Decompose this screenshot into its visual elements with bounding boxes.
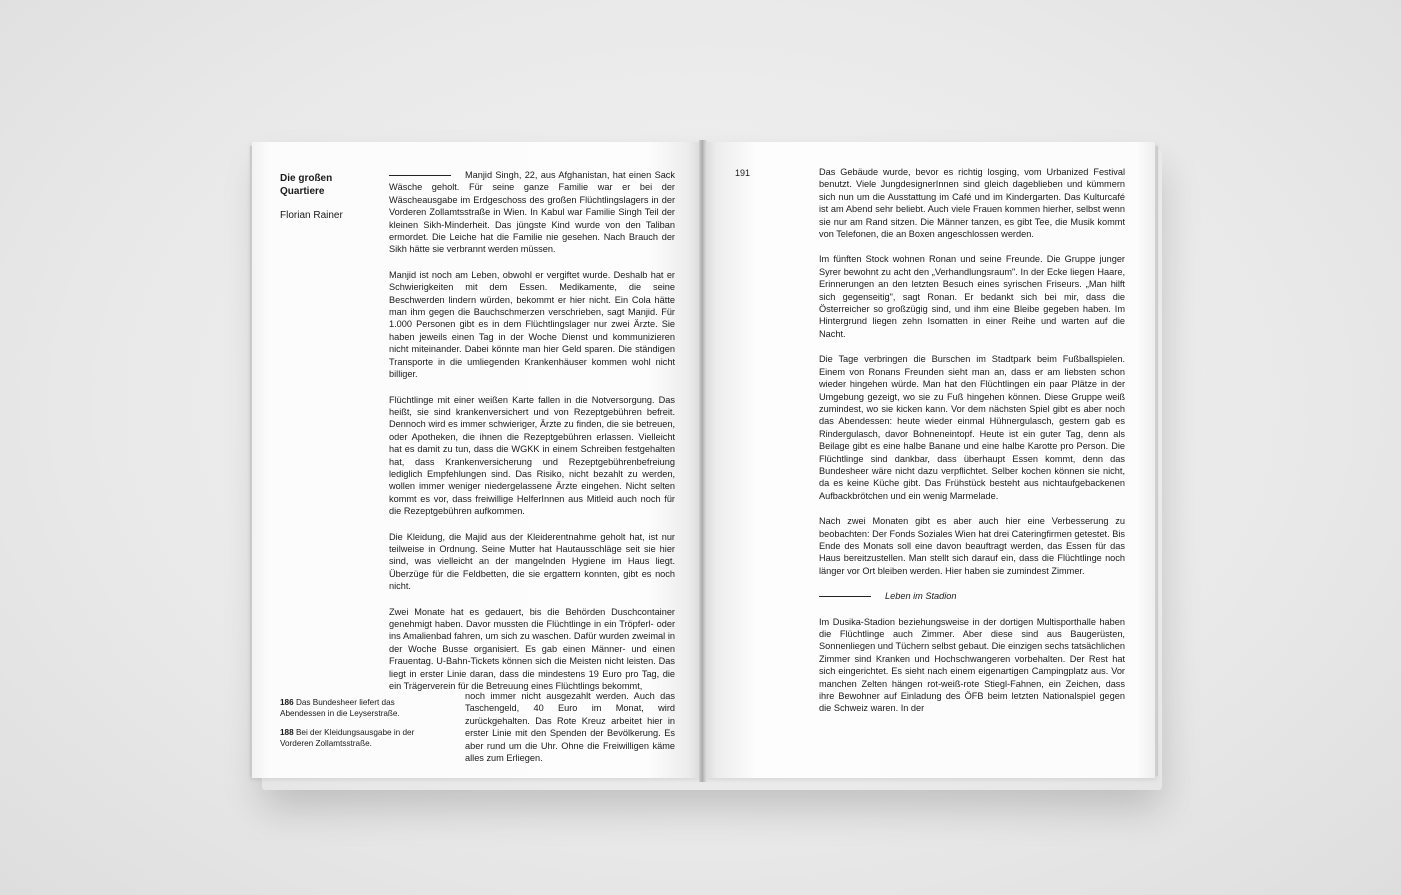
book-spine: [699, 140, 707, 782]
body-paragraph: Manjid Singh, 22, aus Afghanistan, hat einen Sack Wäsche geholt. Für seine ganze Familie war er bei der Wäscheausgabe im Erdgeschoss des großen Flüchtlingslagers in der Vorderen Zollamtsstraße in Wien. In Kabul war Familie Singh Teil der kleinen Sikh-Minderheit. Das jüngste Kind wurde von den Taliban ermordet. Die Leiche hat die Familie nie gesehen. Nach Brauch der Sikh hätte sie verbrannt werden müssen.: [389, 170, 675, 255]
right-body-column: [819, 166, 1125, 728]
body-paragraph: Flüchtlinge mit einer weißen Karte fallen in die Notversorgung. Das heißt, sie sind krankenversichert und von Rezeptgebühren befreit. Dennoch wird es immer schwieriger, Ärzte zu finden, die sie betreuen, oder Apotheken, die ihnen die Rezeptgebühren erlassen. Vielleicht hat es damit zu tun, dass die WGKK in einem Schreiben festgehalten hat, dass Krankenversicherung und Rezeptgebührenbefreiung lediglich Empfehlungen sind. Das Risiko, nicht bezahlt zu werden, wollen immer weniger niedergelassene Ärzte eingehen. Nicht selten kommt es vor, dass freiwillige HelferInnen aus Mitleid auch noch für die Rezeptgebühren aufkommen.: [389, 394, 675, 517]
section-subheading: Leben im Stadion: [819, 590, 1125, 602]
chapter-title: Die großen Quartiere: [280, 173, 333, 197]
left-body-column: [389, 169, 675, 705]
body-paragraph: Die Kleidung, die Majid aus der Kleiderentnahme geholt hat, ist nur teilweise in Ordnung. Seine Mutter hat Hautausschläge seit sie hier sind, was vielleicht an der mangelnden Hygiene im Haus liegt. Überzüge für die Feldbetten, die sie ergattern konnten, gibt es noch nicht.: [389, 531, 675, 592]
body-paragraph: Nach zwei Monaten gibt es aber auch hier eine Verbesserung zu beobachten: Der Fonds Soziales Wien hat drei Cateringfirmen getestet. Bis Ende des Monats soll eine davon beauftragt werden, das Essen für das Haus bereitzustellen. Man stellt sich darauf ein, dass die Flüchtlinge noch länger vor Ort bleiben werden. Hier haben sie zumindest Zimmer.: [819, 516, 1125, 576]
page-number: 191: [735, 168, 751, 178]
image-captions: [280, 698, 440, 758]
author-name: Florian Rainer: [280, 210, 343, 221]
body-paragraph-continuation: noch immer nicht ausgezahlt werden. Auch das Taschengeld, 40 Euro im Monat, wird zurückgehalten. Das Rote Kreuz arbeitet hier in erster Linie mit den Spenden der Bevölkerung. Es aber rund um die Uhr. Ohne die Freiwilligen käme alles zum Erliegen.: [465, 691, 675, 764]
left-page: [252, 142, 702, 778]
subheading-rule: [819, 596, 871, 597]
body-paragraph: Manjid ist noch am Leben, obwohl er vergiftet wurde. Deshalb hat er Schwierigkeiten mit dem Essen. Medikamente, die seine Beschwerden lindern würden, bekommt er hier nicht. Ein Cola hätte man ihm gegen die Bauchschmerzen verschrieben, sagt Manjid. Für 1.000 Personen gibt es in dem Flüchtlingslager nur zwei Ärzte. Sie haben jeweils einen Tag in der Woche Dienst und kommunizieren nicht miteinander. Dabei könnte man hier Geld sparen. Die ständigen Transporte in die umliegenden Krankenhäuser kommen wohl nicht billiger.: [389, 269, 675, 380]
body-paragraph: Im fünften Stock wohnen Ronan und seine Freunde. Die Gruppe junger Syrer bewohnt zu acht den „Verhandlungsraum". In der Ecke liegen Haare, Erinnerungen an den letzten Besuch eines syrischen Friseurs. „Man hilft sich gegenseitig", sagt Ronan. Er bedankt sich bei mir, dass die Österreicher so großzügig sind, und ihm eine Bleibe gegeben haben. Im Hintergrund liegen zehn Isomatten in einer Reihe und warten auf die Nacht.: [819, 254, 1125, 339]
body-paragraph: Zwei Monate hat es gedauert, bis die Behörden Duschcontainer genehmigt haben. Davor mussten die Flüchtlinge in ein Tröpferl- oder ins Amalienbad fahren, um sich zu waschen. Dafür wurden zweimal in der Woche Busse organisiert. Es gab einen Männer- und einen Frauentag. U-Bahn-Tickets können sich die Meisten nicht leisten. Das liegt in erster Linie daran, dass die mindestens 19 Euro pro Tag, die ein Trägerverein für die Betreuung eines Flüchtlings bekommt,: [389, 606, 675, 692]
body-paragraph: Die Tage verbringen die Burschen im Stadtpark beim Fußballspielen. Einem von Ronans Freunden sieht man an, dass er am liebsten schon wieder hingehen würde. Man hat den Flüchtlingen ein paar Plätze in der Umgebung gezeigt, wo sie zu Fuß hingehen können. Diese Gruppe weiß zumindest, wo sie kicken kann. Vor dem nächsten Spiel gibt es aber noch das Abendessen: heute wieder einmal Hühnergulasch, gestern gab es Rindergulasch, davor Bohneneintopf. Heute ist ein guter Tag, denn als Beilage gibt es eine halbe Banane und eine halbe Karotte pro Person. Die Flüchtlinge sind dankbar, dass überhaupt Essen kommt, denn das Bundesheer wäre nicht dazu verpflichtet. Selber kochen können sie nicht, da es keine Küche gibt. Das Frühstück besteht aus nichtaufgebackenen Aufbackbrötchen und ein wenig Marmelade.: [819, 354, 1125, 501]
caption: 188 Bei der Kleidungsausgabe in der Vorderen Zollamtsstraße.: [280, 728, 415, 748]
right-page: [703, 142, 1155, 778]
caption: 186 Das Bundesheer liefert das Abendessen in die Leyserstraße.: [280, 698, 400, 718]
body-paragraph: Im Dusika-Stadion beziehungsweise in der dortigen Multisporthalle haben die Flüchtlinge auch Zimmer. Aber diese sind aus Baugerüsten, Sonnenliegen und Tüchern selbst gebaut. Die einzigen sechs tatsächlichen Zimmer sind Kranken und Hochschwangeren vorbehalten. Der Rest hat sich eingerichtet. Es sieht nach einem eigenartigen Campingplatz aus. Vor manchen Zelten hängen rot-weiß-rote Stiegl-Fahnen, ein Zeichen, dass ihre Bewohner auf Einladung des ÖFB beim letzten Nationalspiel gegen die Schweiz waren. In der: [819, 616, 1125, 714]
lead-rule: [389, 175, 451, 176]
body-paragraph: Das Gebäude wurde, bevor es richtig losging, vom Urbanized Festival benutzt. Viele JungdesignerInnen sind gleich dageblieben und kümmern sich nun um die Ausstattung im Café und im Kindergarten. Das Kulturcafé ist am Abend sehr beliebt. Auch viele Frauen kommen hierher, selbst wenn sie nur am Rand sitzen. Die Männer tanzen, es gibt Tee, die Musik kommt von Telefonen, die an Boxen angeschlossen werden.: [819, 167, 1125, 240]
